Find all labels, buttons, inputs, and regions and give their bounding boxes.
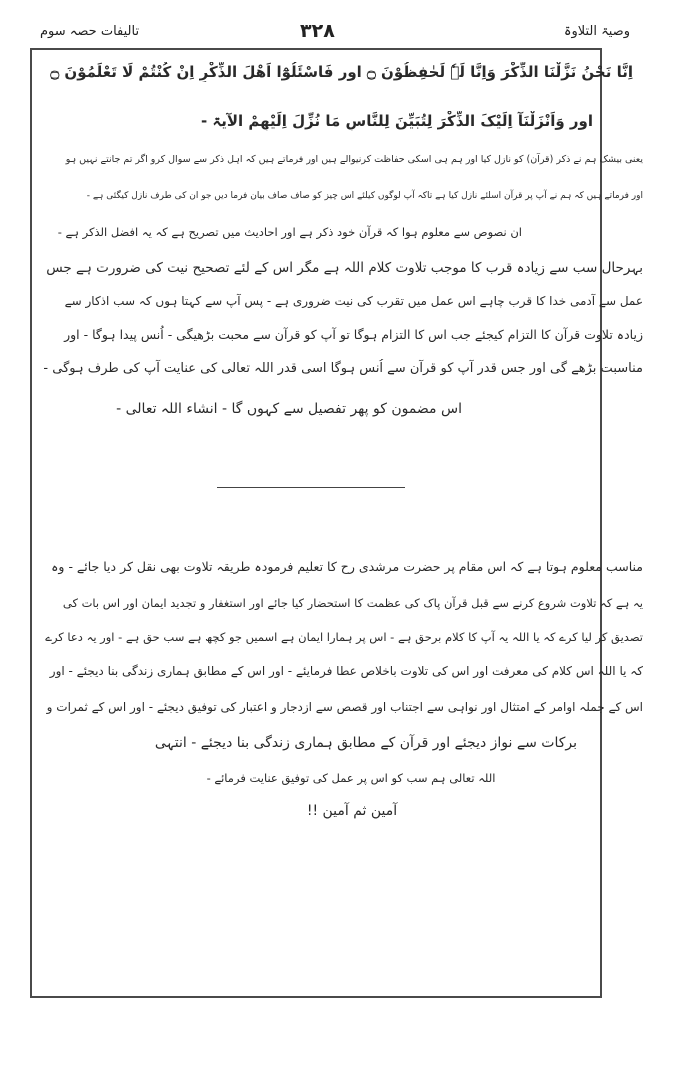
text-line: برکات سے نواز دیجئے اور قرآن کے مطابق ہماری زندگی بنا دیجئے - انتہی bbox=[154, 735, 577, 751]
text-line: بہرحال سب سے زیادہ قرب کا موجب تلاوت کلام اللہ ہے مگر اس کے لئے تصحیح نیت کی ضرورت ہے جس bbox=[46, 260, 643, 276]
text-line: کہ یا اللہ اس کلام کی معرفت اور اس کی تلاوت باخلاص عطا فرمایئے - اور اس کے مطابق ہماری زندگی بنا دیجئے - اور bbox=[49, 664, 643, 678]
section-divider bbox=[217, 487, 405, 488]
text-line: زیادہ تلاوت قرآن کا التزام کیجئے جب اس کا التزام ہوگا تو آپ کو قرآن سے محبت بڑھیگی - اُنس پیدا ہوگا - اور bbox=[64, 327, 643, 342]
page-header bbox=[40, 20, 630, 48]
verse-line: اور وَاَنْزَلْنَآ اِلَیْکَ الذِّکْرَ لِتُبَیِّنَ لِلنَّاسِ مَا نُزِّلَ اِلَیْھِمْ الآیۃ - bbox=[200, 112, 593, 130]
text-line: تصدیق کر لیا کرے کہ یا اللہ یہ آپ کا کلام برحق ہے - اس پر ہمارا ایمان ہے اسمیں جو کچھ ہے سب حق ہے - اور یہ دعا کرے bbox=[45, 630, 643, 644]
header-book-title: تالیفات حصہ سوم bbox=[40, 24, 140, 39]
closing-amen: آمین ثم آمین !! bbox=[306, 803, 398, 819]
text-line: اس کے جملہ اوامر کے امتثال اور نواہی سے اجتناب اور قصص سے ازدجار و اعتبار کی توفیق دیجئے - اور اس کے ثمرات و bbox=[46, 700, 643, 714]
text-line: عمل سے آدمی خدا کا قرب چاہے اس عمل میں تقرب کی نیت ضروری ہے - پس آپ سے کہتا ہوں کہ سب اذکار سے bbox=[64, 294, 643, 308]
header-chapter-title: وصیۃ التلاوۃ bbox=[563, 24, 630, 39]
text-line: مناسب معلوم ہوتا ہے کہ اس مقام پر حضرت مرشدی رح کا تعلیم فرمودہ طریقہ تلاوت بھی نقل کر دیا جائے - وہ bbox=[51, 559, 643, 574]
text-line: یعنی بیشک ہم نے ذکر (قرآن) کو نازل کیا اور ہم ہی اسکی حفاظت کرنیوالے ہیں اور فرماتے ہیں کہ اہل ذکر سے سوال کرو اگر تم جانتے نہیں ہو bbox=[65, 154, 643, 165]
text-line: مناسبت بڑھے گی اور جس قدر آپ کو قرآن سے اُنس ہوگا اسی قدر اللہ تعالی کی عنایت آپ کی طرف ہوگی - bbox=[43, 361, 643, 376]
text-line: اور فرماتے ہیں کہ ہم نے آپ پر قرآن اسلئے نازل کیا ہے تاکہ آپ لوگوں کیلئے اس چیز کو صاف صاف بیان فرما دیں جو ان کی طرف نازل کیگئی ہے - bbox=[86, 191, 643, 201]
closing-prayer: اللہ تعالی ہم سب کو اس پر عمل کی توفیق عنایت فرمائے - bbox=[206, 771, 496, 785]
text-line: اس مضمون کو پھر تفصیل سے کہوں گا - انشاء اللہ تعالی - bbox=[116, 401, 462, 417]
text-line: ان نصوص سے معلوم ہوا کہ قرآن خود ذکر ہے اور احادیث میں تصریح ہے کہ یہ افضل الذکر ہے - bbox=[57, 225, 522, 239]
page-number: ۳۲۸ bbox=[300, 20, 335, 42]
text-line: یہ ہے کہ تلاوت شروع کرنے سے قبل قرآن پاک کی عظمت کا استحضار کیا جائے اور استغفار و تجدید ایمان اور اس بات کی bbox=[62, 596, 643, 610]
verse-line: اِنَّا نَحْنُ نَزَّلْنَا الذِّکْرَ وَاِنَّا لَہٗ لَحٰفِظُوْنَ ۝ اور فَاسْئَلُوْٓا اَھْلَ الذِّکْرِ اِنْ کُنْتُمْ لَا تَعْلَمُوْنَ ۝ bbox=[50, 63, 633, 81]
